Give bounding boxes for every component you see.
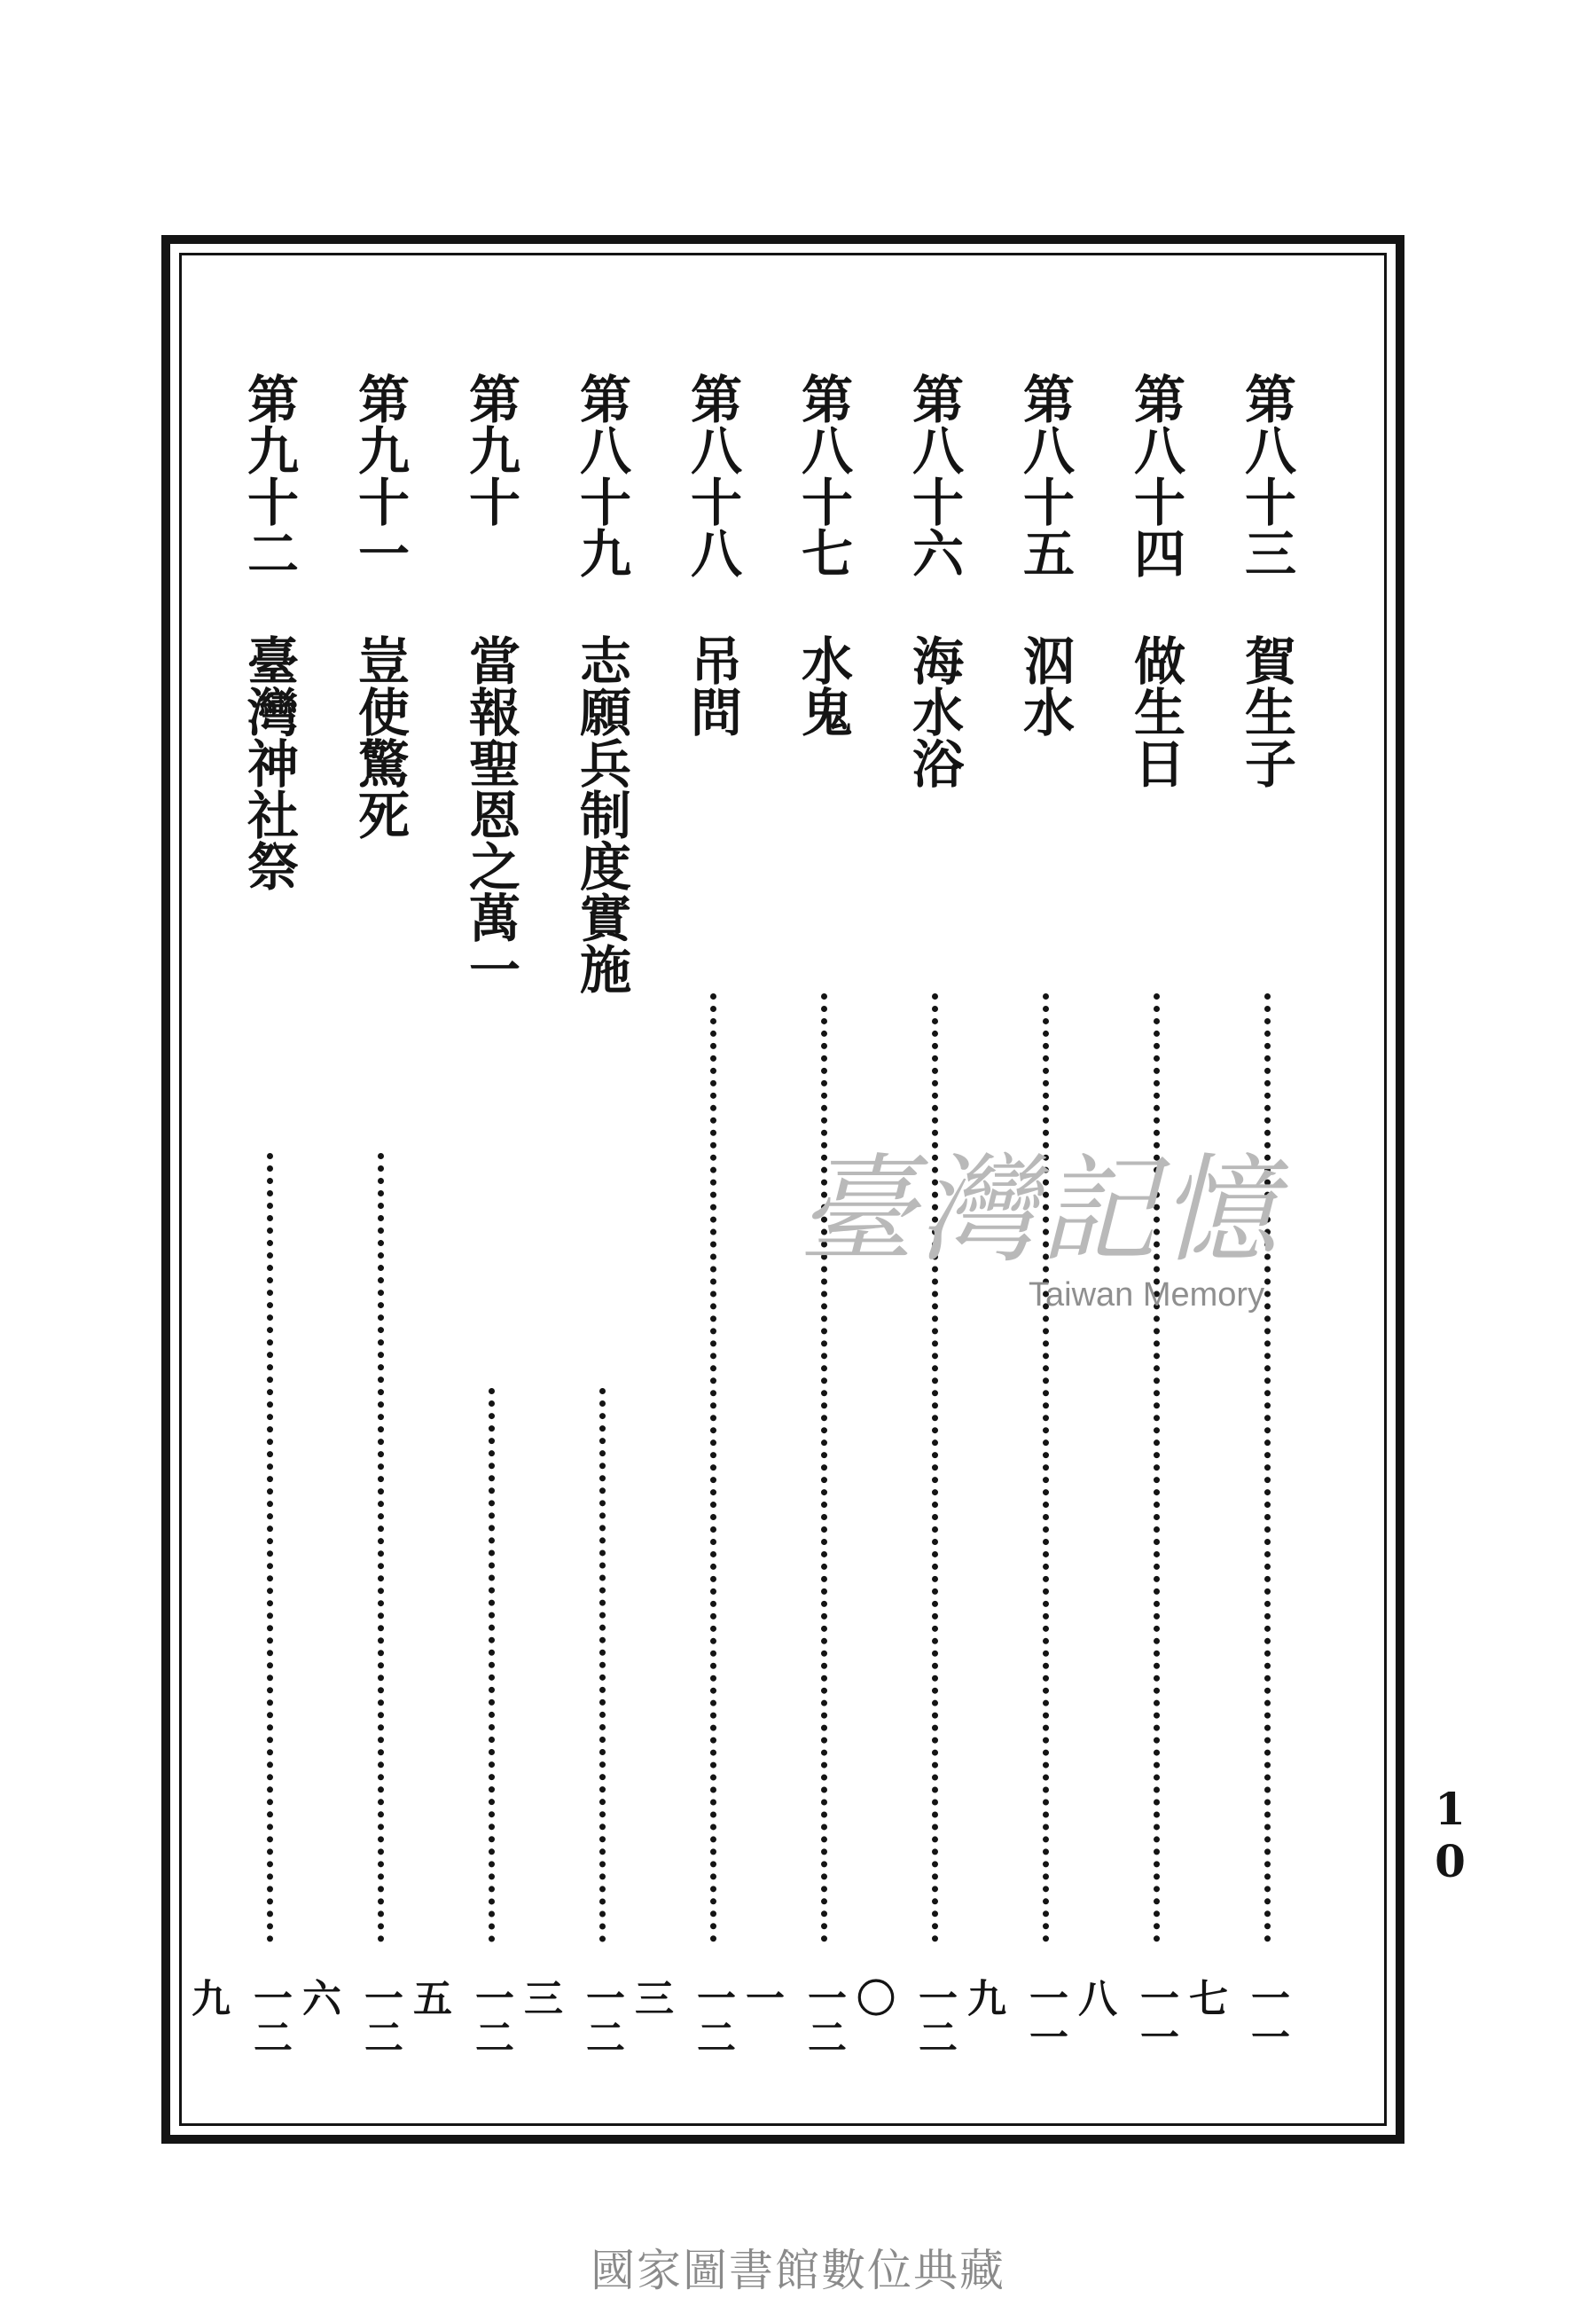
toc-entry: [517, 373, 632, 2067]
entry-title: 當報聖恩之萬一: [460, 634, 520, 994]
entry-title: 水鬼: [793, 634, 853, 737]
entry-page-number: 一二九: [184, 1978, 292, 2056]
entry-title: 泅水: [1014, 634, 1075, 737]
dot-leader: [1154, 993, 1160, 1942]
watermark-english: Taiwan Memory: [1029, 1276, 1265, 1314]
dot-leader: [1043, 993, 1049, 1942]
entry-title: 賀生子: [1236, 634, 1296, 788]
entry-number: 第八十三: [1236, 373, 1296, 578]
entry-page-number: 一二六: [295, 1978, 403, 2056]
dot-leader: [489, 1388, 495, 1942]
entry-title: 豈使驚死: [349, 634, 410, 840]
entry-number: 第九十二: [239, 373, 299, 578]
watermark: [798, 1144, 1295, 1322]
entry-page-number: 一二三: [628, 1978, 735, 2056]
toc-entry: [406, 373, 521, 2067]
folio-number: 10: [1424, 1783, 1476, 1887]
dot-leader: [267, 1153, 273, 1942]
dot-leader: [821, 993, 827, 1942]
entry-page-number: 一二〇: [849, 1978, 957, 2056]
entry-number: 第八十八: [682, 373, 742, 578]
toc-entry: [295, 373, 411, 2067]
footer-credit: 國家圖書館數位典藏: [591, 2245, 1005, 2296]
entry-page-number: 一一八: [1071, 1978, 1178, 2056]
entry-number: 第八十六: [904, 373, 964, 578]
entry-number: 第八十五: [1014, 373, 1075, 578]
dot-leader: [378, 1153, 384, 1942]
entry-number: 第八十四: [1125, 373, 1185, 578]
dot-leader: [1264, 993, 1271, 1942]
dot-leader: [932, 993, 938, 1942]
entry-number: 第八十九: [571, 373, 631, 578]
entry-number: 第九十: [460, 373, 520, 527]
entry-title: 海水浴: [904, 634, 964, 788]
entry-page-number: 一二三: [517, 1978, 624, 2056]
entry-page-number: 一一九: [960, 1978, 1068, 2056]
entry-title: 志願兵制度實施: [571, 634, 631, 994]
entry-title: 做生日: [1125, 634, 1185, 788]
entry-page-number: 一二五: [406, 1978, 513, 2056]
entry-number: 第八十七: [793, 373, 853, 578]
toc-entry: [184, 373, 300, 2067]
toc-entry: [628, 373, 743, 2067]
entry-page-number: 一二一: [739, 1978, 846, 2056]
entry-title: 臺灣神社祭: [239, 634, 299, 891]
entry-number: 第九十一: [349, 373, 410, 578]
watermark-chinese: 臺灣記憶: [798, 1142, 1280, 1279]
entry-page-number: 一一七: [1182, 1978, 1289, 2056]
dot-leader: [599, 1388, 606, 1942]
dot-leader: [710, 993, 716, 1942]
entry-title: 吊問: [682, 634, 742, 737]
